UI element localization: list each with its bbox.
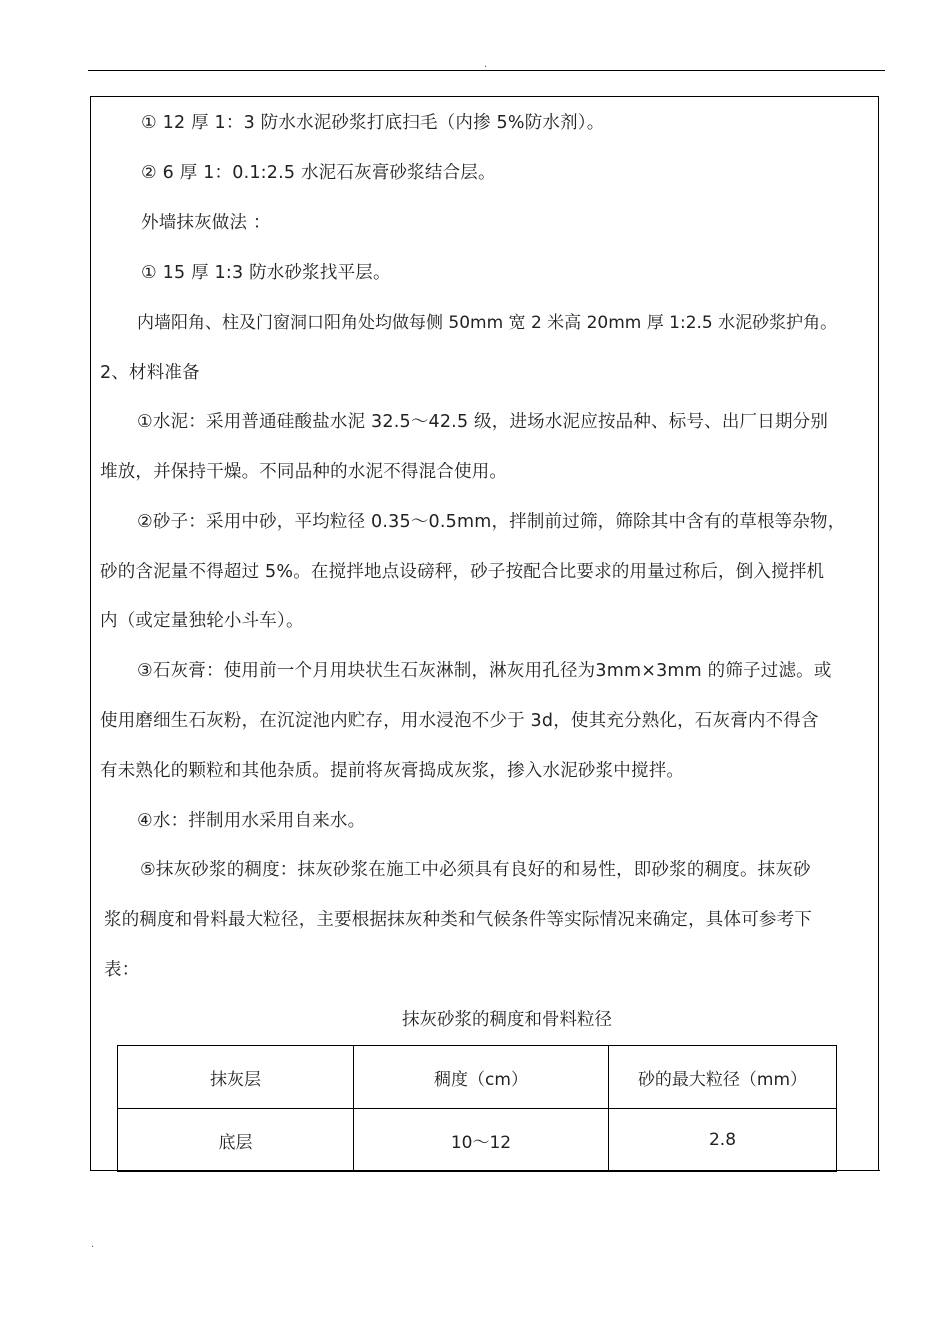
body-line-1: ① 12 厚 1：3 防水水泥砂浆打底扫毛（内掺 5%防水剂）。 (141, 113, 605, 133)
body-line-3: 外墙抹灰做法 ： (141, 213, 271, 233)
body-line-10: 砂的含泥量不得超过 5%。在搅拌地点设磅秤，砂子按配合比要求的用量过称后，倒入搅拌机 (100, 562, 825, 582)
table-header-row (118, 1046, 837, 1109)
body-line-15: ④水：拌制用水采用自来水。 (137, 811, 366, 831)
body-line-8: 堆放，并保持干燥。不同品种的水泥不得混合使用。 (100, 462, 508, 482)
body-line-13: 使用磨细生石灰粉，在沉淀池内贮存，用水浸泡不少于 3d，使其充分熟化，石灰膏内不得含 (100, 711, 819, 731)
body-line-14: 有未熟化的颗粒和其他杂质。提前将灰膏捣成灰浆，掺入水泥砂浆中搅拌。 (100, 761, 685, 781)
table-cell: 底层 (118, 1109, 354, 1172)
table-header-cell: 砂的最大粒径（mm） (609, 1046, 837, 1109)
body-line-9: ②砂子：采用中砂，平均粒径 0.35～0.5mm，拌制前过筛，筛除其中含有的草根等杂物， (137, 512, 846, 532)
table-row (118, 1109, 837, 1172)
body-line-11: 内（或定量独轮小斗车）。 (100, 611, 304, 631)
table-header-cell: 稠度（cm） (354, 1046, 609, 1109)
body-line-12: ③石灰膏：使用前一个月用块状生石灰淋制，淋灰用孔径为3mm×3mm 的筛子过滤。或 (137, 661, 832, 681)
body-line-4: ① 15 厚 1:3 防水砂浆找平层。 (141, 263, 391, 283)
header-rule (88, 70, 885, 71)
body-line-16: ⑤抹灰砂浆的稠度：抹灰砂浆在施工中必须具有良好的和易性，即砂浆的稠度。抹灰砂 (140, 860, 811, 880)
body-line-5: 内墙阳角、柱及门窗洞口阳角处均做每侧 50mm 宽 2 米高 20mm 厚 1:2.5 水泥砂浆护角。 (137, 313, 838, 333)
mortar-consistency-table (117, 1045, 837, 1172)
table-cell: 2.8 (609, 1109, 837, 1172)
table-cell: 10～12 (354, 1109, 609, 1172)
body-line-7: ①水泥：采用普通硅酸盐水泥 32.5～42.5 级，进场水泥应按品种、标号、出厂日期分别 (137, 412, 829, 432)
table-header-cell: 抹灰层 (118, 1046, 354, 1109)
body-line-17: 浆的稠度和骨料最大粒径，主要根据抹灰种类和气候条件等实际情况来确定，具体可参考下 (104, 910, 812, 930)
table-caption: 抹灰砂浆的稠度和骨料粒径 (402, 1010, 612, 1030)
footer-dot: . (91, 1239, 95, 1250)
section-heading-materials: 2、材料准备 (100, 363, 200, 383)
body-line-18: 表： (104, 960, 140, 980)
body-line-2: ② 6 厚 1：0.1:2.5 水泥石灰膏砂浆结合层。 (141, 163, 496, 183)
header-dot: . (484, 59, 488, 70)
